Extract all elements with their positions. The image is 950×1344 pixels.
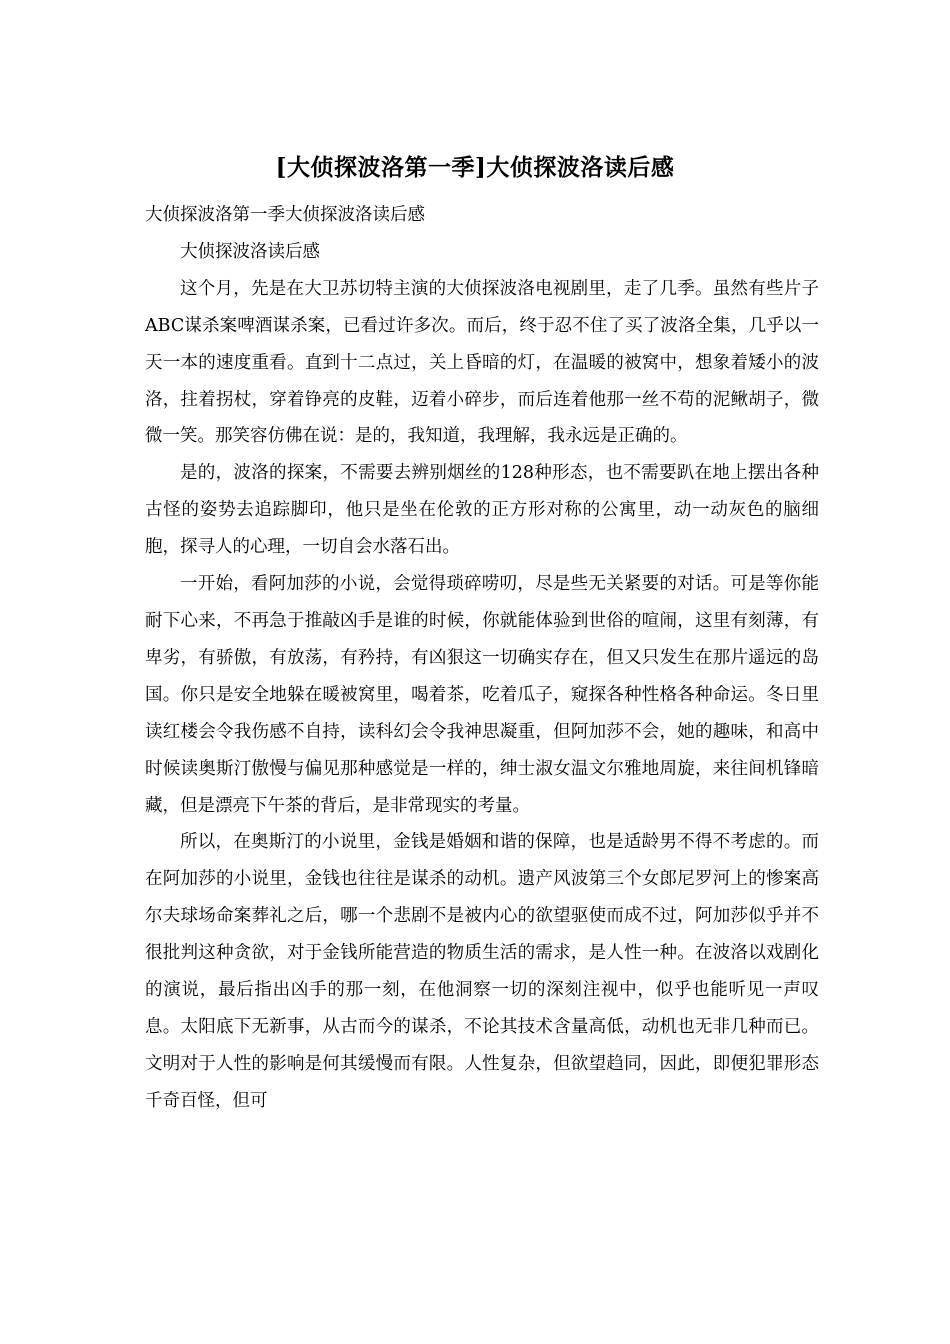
paragraph: 是的，波洛的探案，不需要去辨别烟丝的128种形态，也不需要趴在地上摆出各种古怪的姿势去追踪脚印，他只是坐在伦敦的正方形对称的公寓里，动一动灰色的脑细胞，探寻人的心理，一切自会水落石出。	[145, 463, 819, 558]
document-body	[145, 197, 819, 1120]
paragraph: 这个月，先是在大卫苏切特主演的大侦探波洛电视剧里，走了几季。虽然有些片子ABC谋杀案啤酒谋杀案，已看过许多次。而后，终于忍不住了买了波洛全集，几乎以一天一本的速度重看。直到十二点过，关上昏暗的灯，在温暖的被窝中，想象着矮小的波洛，拄着拐杖，穿着铮亮的皮鞋，迈着小碎步，而后连着他那一丝不苟的泥鳅胡子，微微一笑。那笑容仿佛在说：是的，我知道，我理解，我永远是正确的。	[145, 278, 819, 447]
document-subtitle: 大侦探波洛第一季大侦探波洛读后感	[145, 205, 425, 225]
paragraph: 大侦探波洛读后感	[180, 241, 320, 262]
paragraph: 一开始，看阿加莎的小说，会觉得琐碎唠叨，尽是些无关紧要的对话。可是等你能耐下心来，不再急于推敲凶手是谁的时候，你就能体验到世俗的喧闹，这里有刻薄，有卑劣，有骄傲，有放荡，有矜持，有凶狠这一切确实存在，但又只发生在那片遥远的岛国。你只是安全地躲在暖被窝里，喝着茶，吃着瓜子，窥探各种性格各种命运。冬日里读红楼会令我伤感不自持，读科幻会令我神思凝重，但阿加莎不会，她的趣味，和高中时候读奥斯汀傲慢与偏见那种感觉是一样的，绅士淑女温文尔雅地周旋，来往间机锋暗藏，但是漂亮下午茶的背后，是非常现实的考量。	[145, 574, 819, 816]
document-title: [大侦探波洛第一季]大侦探波洛读后感	[275, 154, 675, 181]
paragraph: 所以，在奥斯汀的小说里，金钱是婚姻和谐的保障，也是适龄男不得不考虑的。而在阿加莎的小说里，金钱也往往是谋杀的动机。遗产风波第三个女郎尼罗河上的惨案高尔夫球场命案葬礼之后，哪一个悲剧不是被内心的欲望驱使而成不过，阿加莎似乎并不很批判这种贪欲，对于金钱所能营造的物质生活的需求，是人性一种。在波洛以戏剧化的演说，最后指出凶手的那一刻，在他洞察一切的深刻注视中，似乎也能听见一声叹息。太阳底下无新事，从古而今的谋杀，不论其技术含量高低，动机也无非几种而已。文明对于人性的影响是何其缓慢而有限。人性复杂，但欲望趋同，因此，即便犯罪形态千奇百怪，但可	[145, 832, 819, 1111]
